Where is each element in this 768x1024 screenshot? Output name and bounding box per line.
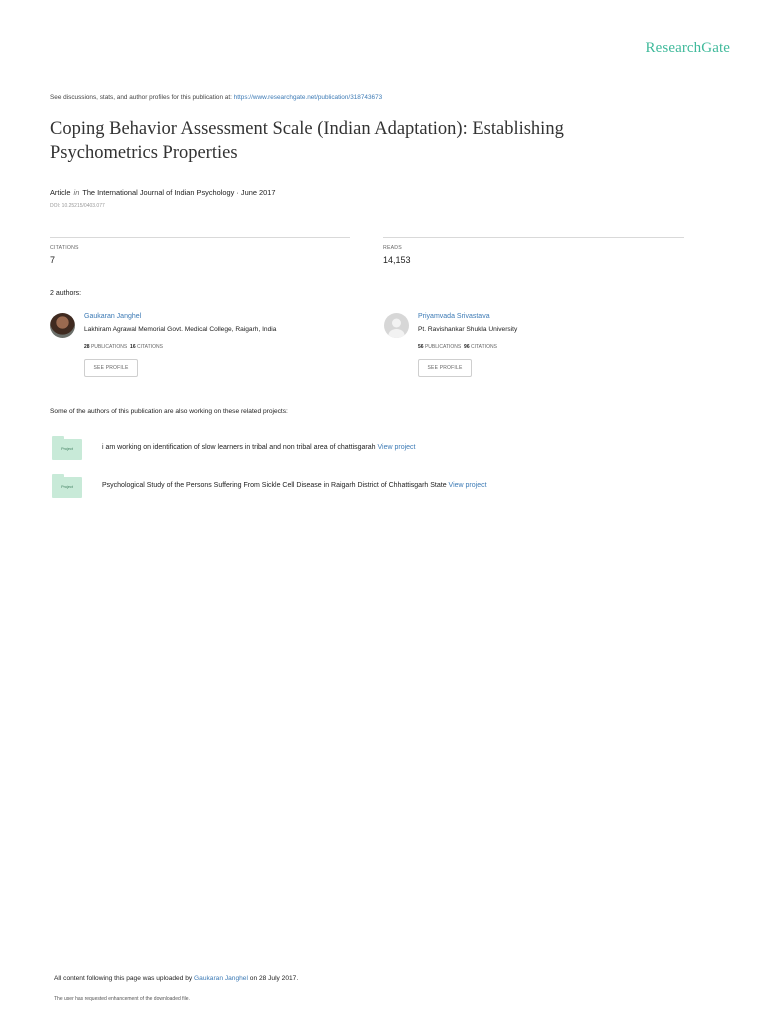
researchgate-logo[interactable]: ResearchGate: [645, 40, 730, 56]
citations-label: CITATIONS: [50, 245, 79, 251]
related-project-item: [102, 444, 416, 451]
article-type: Article: [50, 188, 71, 197]
user-silhouette-icon: [384, 313, 409, 338]
journal-name: The International Journal of Indian Psychology: [82, 188, 235, 197]
upload-prefix: All content following this page was uploaded by: [54, 975, 193, 982]
discussion-prefix: See discussions, stats, and author profiles for this publication at:: [50, 94, 232, 101]
author-stats: [84, 344, 163, 350]
discussion-line: [50, 94, 382, 101]
related-project-item: [102, 482, 487, 489]
in-word: in: [73, 188, 80, 197]
view-project-link[interactable]: View project: [377, 444, 416, 451]
citations-divider: [50, 237, 350, 238]
project-title: Psychological Study of the Persons Suffering From Sickle Cell Disease in Raigarh District of Chhattisgarh State: [102, 482, 447, 489]
publications-count: 28: [84, 344, 90, 350]
project-folder-icon: [52, 474, 82, 498]
citations-value: 7: [50, 255, 56, 265]
author-avatar[interactable]: [50, 313, 75, 338]
article-title: [50, 117, 690, 165]
upload-notice: [54, 975, 298, 982]
doi: DOI: 10.25215/0403.077: [50, 203, 105, 209]
article-title-line2: Psychometrics Properties: [50, 143, 238, 163]
citations-count: 16: [130, 344, 136, 350]
publications-count: 56: [418, 344, 424, 350]
see-profile-button[interactable]: SEE PROFILE: [418, 359, 472, 377]
reads-label: READS: [383, 245, 402, 251]
publication-date: · June 2017: [236, 188, 276, 197]
author-affiliation: Lakhiram Agrawal Memorial Govt. Medical College, Raigarh, India: [84, 326, 277, 333]
author-name-link[interactable]: Gaukaran Janghel: [84, 313, 142, 320]
citations-label: CITATIONS: [137, 344, 163, 350]
project-icon-label: Project: [52, 439, 82, 460]
see-profile-button[interactable]: SEE PROFILE: [84, 359, 138, 377]
enhancement-note: The user has requested enhancement of the downloaded file.: [54, 996, 190, 1002]
project-title: i am working on identification of slow learners in tribal and non tribal area of chattisgarah: [102, 444, 376, 451]
related-projects-heading: Some of the authors of this publication are also working on these related projects:: [50, 408, 288, 415]
project-icon-label: Project: [52, 477, 82, 498]
author-name-link[interactable]: Priyamvada Srivastava: [418, 313, 490, 320]
uploader-link[interactable]: Gaukaran Janghel: [194, 975, 248, 982]
authors-heading: 2 authors:: [50, 290, 82, 297]
author-affiliation: Pt. Ravishankar Shukla University: [418, 326, 518, 333]
article-title-line1: Coping Behavior Assessment Scale (Indian Adaptation): Establishing: [50, 119, 564, 139]
reads-divider: [383, 237, 684, 238]
publications-label: PUBLICATIONS: [90, 344, 128, 350]
citations-label: CITATIONS: [471, 344, 497, 350]
upload-suffix: on 28 July 2017.: [249, 975, 299, 982]
author-avatar-placeholder[interactable]: [384, 313, 409, 338]
publication-url-link[interactable]: https://www.researchgate.net/publication/318743673: [233, 94, 383, 101]
article-meta: [50, 188, 275, 197]
project-folder-icon: [52, 436, 82, 460]
publications-label: PUBLICATIONS: [424, 344, 462, 350]
view-project-link[interactable]: View project: [448, 482, 487, 489]
citations-count: 96: [464, 344, 470, 350]
reads-value: 14,153: [383, 255, 411, 265]
author-stats: [418, 344, 497, 350]
